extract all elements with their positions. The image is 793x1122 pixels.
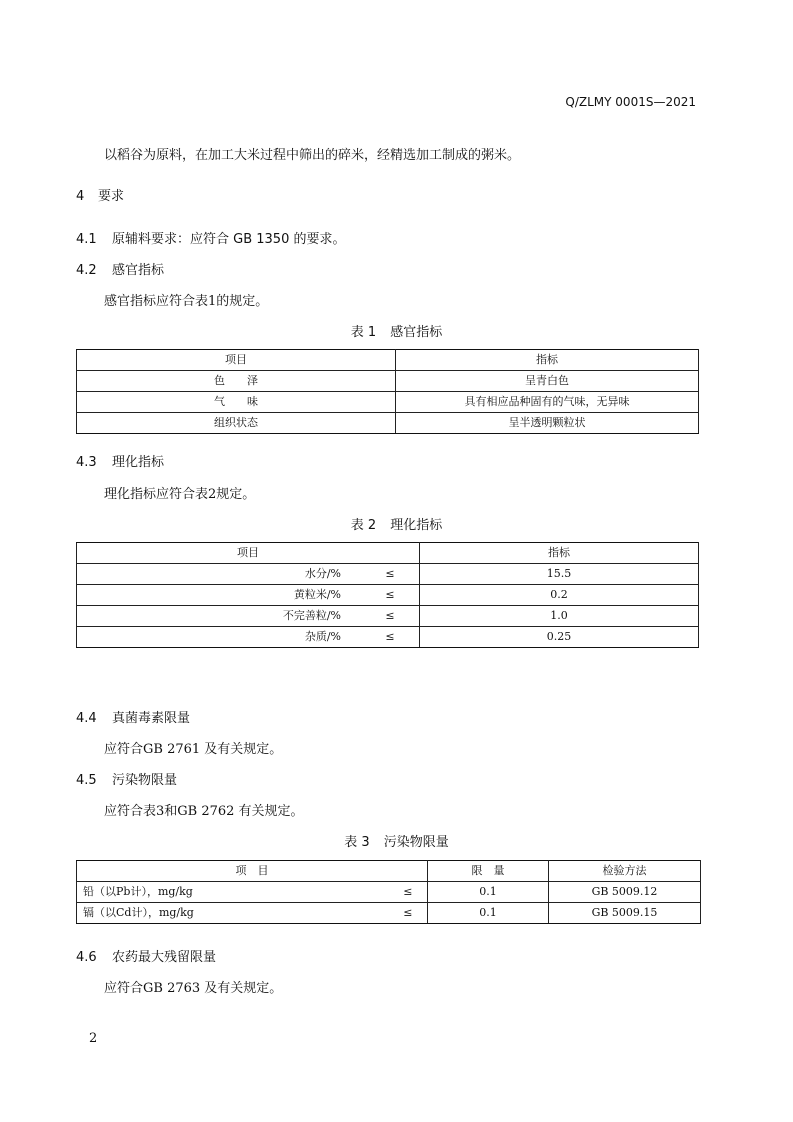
section-title: 感官指标 [112, 263, 165, 278]
table-3-contaminants [76, 860, 701, 924]
value-cell: 1.0 [420, 606, 699, 627]
table-row [77, 392, 699, 413]
header-cell: 项目 [77, 350, 396, 371]
section-4-2-body: 感官指标应符合表1的规定。 [104, 294, 269, 309]
item-cell: 杂质/% [77, 627, 362, 648]
value-cell: 呈青白色 [396, 371, 699, 392]
header-cell: 限 量 [428, 861, 549, 882]
section-number: 4.3 [76, 455, 97, 470]
caption-number: 表 1 [350, 325, 377, 340]
section-number: 4.1 [76, 232, 97, 247]
table-row [77, 882, 701, 903]
method-cell: GB 5009.12 [549, 882, 701, 903]
item-cell: 铅（以Pb计），mg/kg [77, 882, 389, 903]
table-header-row [77, 861, 701, 882]
section-4-2-heading [76, 259, 164, 278]
limit-cell: 0.1 [428, 903, 549, 924]
intro-paragraph: 以稻谷为原料，在加工大米过程中筛出的碎米，经精选加工制成的粥米。 [104, 148, 521, 163]
item-cell: 镉（以Cd计），mg/kg [77, 903, 389, 924]
value-cell: 0.25 [420, 627, 699, 648]
table-row [77, 627, 699, 648]
table-1-sensory [76, 349, 699, 434]
table-header-row [77, 350, 699, 371]
method-cell: GB 5009.15 [549, 903, 701, 924]
caption-title: 感官指标 [390, 325, 443, 340]
value-cell: 呈半透明颗粒状 [396, 413, 699, 434]
section-4-6-heading [76, 946, 216, 965]
section-title: 要求 [98, 189, 125, 204]
section-4-3-body: 理化指标应符合表2规定。 [104, 487, 256, 502]
table-2-caption [0, 514, 793, 533]
section-4-heading [76, 185, 124, 204]
standard-code: Q/ZLMY 0001S—2021 [565, 95, 696, 109]
table-1-caption [0, 321, 793, 340]
operator-cell: ≤ [361, 627, 420, 648]
limit-cell: 0.1 [428, 882, 549, 903]
section-4-6-body: 应符合GB 2763 及有关规定。 [104, 981, 283, 996]
item-cell: 水分/% [77, 564, 362, 585]
section-title: 原辅料要求：应符合 GB 1350 的要求。 [112, 232, 346, 247]
section-number: 4.2 [76, 263, 97, 278]
table-3-caption [0, 831, 793, 850]
section-title: 理化指标 [112, 455, 165, 470]
operator-cell: ≤ [361, 585, 420, 606]
caption-title: 理化指标 [390, 518, 443, 533]
table-row [77, 903, 701, 924]
table-2-physicochemical [76, 542, 699, 648]
table-row [77, 564, 699, 585]
value-cell: 具有相应品种固有的气味，无异味 [396, 392, 699, 413]
item-cell: 黄粒米/% [77, 585, 362, 606]
table-row [77, 606, 699, 627]
section-title: 污染物限量 [112, 773, 178, 788]
section-4-4-body: 应符合GB 2761 及有关规定。 [104, 742, 283, 757]
value-cell: 15.5 [420, 564, 699, 585]
operator-cell: ≤ [389, 882, 428, 903]
section-4-3-heading [76, 451, 164, 470]
section-4-1-heading [76, 228, 345, 247]
table-row [77, 585, 699, 606]
caption-number: 表 3 [344, 835, 370, 850]
header-cell: 检验方法 [549, 861, 701, 882]
table-row [77, 413, 699, 434]
page-number: 2 [89, 1031, 98, 1046]
operator-cell: ≤ [361, 564, 420, 585]
section-4-4-heading [76, 707, 190, 726]
caption-number: 表 2 [350, 518, 377, 533]
section-title: 真菌毒素限量 [112, 711, 191, 726]
section-number: 4 [76, 189, 85, 204]
header-cell: 项 目 [77, 861, 428, 882]
value-cell: 0.2 [420, 585, 699, 606]
item-cell: 组织状态 [77, 413, 396, 434]
caption-title: 污染物限量 [383, 835, 449, 850]
section-number: 4.6 [76, 950, 97, 965]
table-header-row [77, 543, 699, 564]
section-number: 4.5 [76, 773, 97, 788]
header-cell: 项目 [77, 543, 420, 564]
item-cell: 色 泽 [77, 371, 396, 392]
operator-cell: ≤ [389, 903, 428, 924]
header-cell: 指标 [396, 350, 699, 371]
section-title: 农药最大残留限量 [112, 950, 217, 965]
section-4-5-body: 应符合表3和GB 2762 有关规定。 [104, 804, 304, 819]
item-cell: 不完善粒/% [77, 606, 362, 627]
section-number: 4.4 [76, 711, 97, 726]
operator-cell: ≤ [361, 606, 420, 627]
item-cell: 气 味 [77, 392, 396, 413]
table-row [77, 371, 699, 392]
header-cell: 指标 [420, 543, 699, 564]
section-4-5-heading [76, 769, 177, 788]
